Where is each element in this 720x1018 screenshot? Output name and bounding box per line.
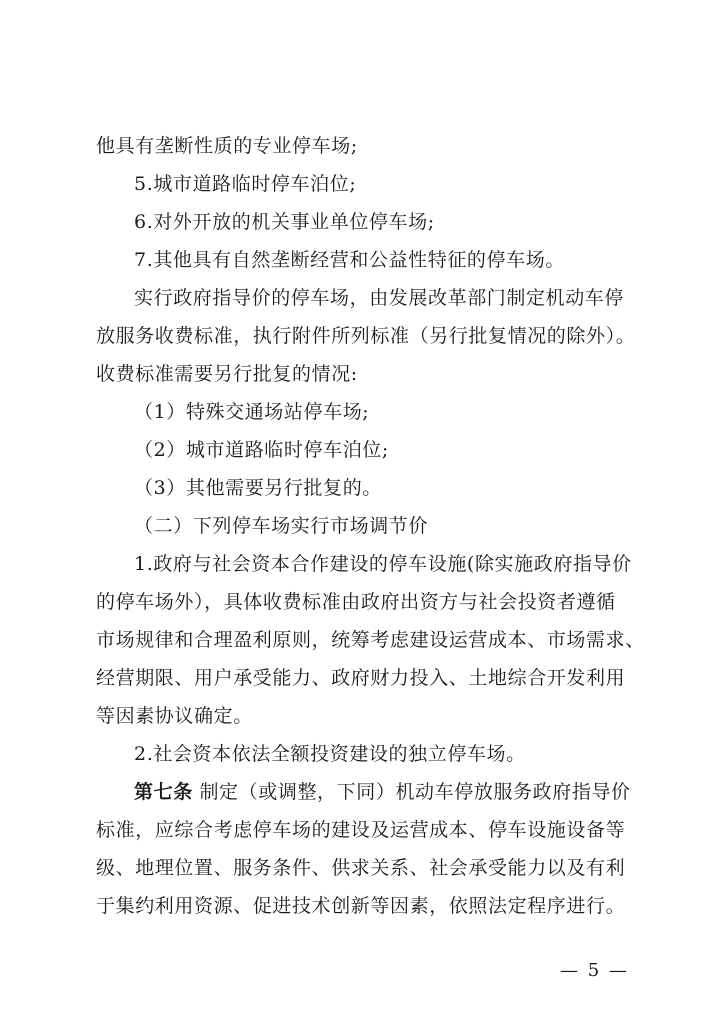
text-line: 放服务收费标准，执行附件所列标准（另行批复情况的除外）。	[96, 325, 636, 347]
text-line: 收费标准需要另行批复的情况:	[96, 363, 358, 385]
text-line: （1）特殊交通场站停车场;	[134, 401, 370, 423]
text-line: 实行政府指导价的停车场，由发展改革部门制定机动车停	[134, 287, 625, 309]
page-number: — 5 —	[560, 960, 629, 981]
text-line: 7.其他具有自然垄断经营和公益性特征的停车场。	[134, 249, 565, 271]
text-line	[134, 774, 631, 811]
text-line: 等因素协议确定。	[96, 705, 253, 727]
text-line: 2.社会资本依法全额投资建设的独立停车场。	[134, 743, 526, 765]
text-line: 经营期限、用户承受能力、政府财力投入、土地综合开发利用	[96, 667, 626, 689]
text-line: 级、地理位置、服务条件、供求关系、社会承受能力以及有利	[96, 857, 626, 879]
text-line: 1.政府与社会资本合作建设的停车设施(除实施政府指导价	[134, 553, 632, 575]
text-line: （3）其他需要另行批复的。	[134, 477, 382, 499]
article-heading: 第七条	[134, 781, 193, 803]
text-line: 市场规律和合理盈利原则，统筹考虑建设运营成本、市场需求、	[96, 629, 645, 651]
text-line: 他具有垄断性质的专业停车场;	[96, 135, 358, 157]
text-line: 于集约利用资源、促进技术创新等因素，依照法定程序进行。	[96, 895, 626, 917]
text-line: 5.城市道路临时停车泊位;	[134, 173, 357, 195]
text-line: 标准，应综合考虑停车场的建设及运营成本、停车设施设备等	[96, 819, 626, 841]
text-line: 的停车场外），具体收费标准由政府出资方与社会投资者遵循	[96, 591, 616, 613]
text-line: （二）下列停车场实行市场调节价	[134, 515, 429, 537]
article-text: 制定（或调整，下同）机动车停放服务政府指导价	[192, 781, 631, 803]
text-line: 6.对外开放的机关事业单位停车场;	[134, 211, 435, 233]
text-line: （2）城市道路临时停车泊位;	[134, 439, 389, 461]
